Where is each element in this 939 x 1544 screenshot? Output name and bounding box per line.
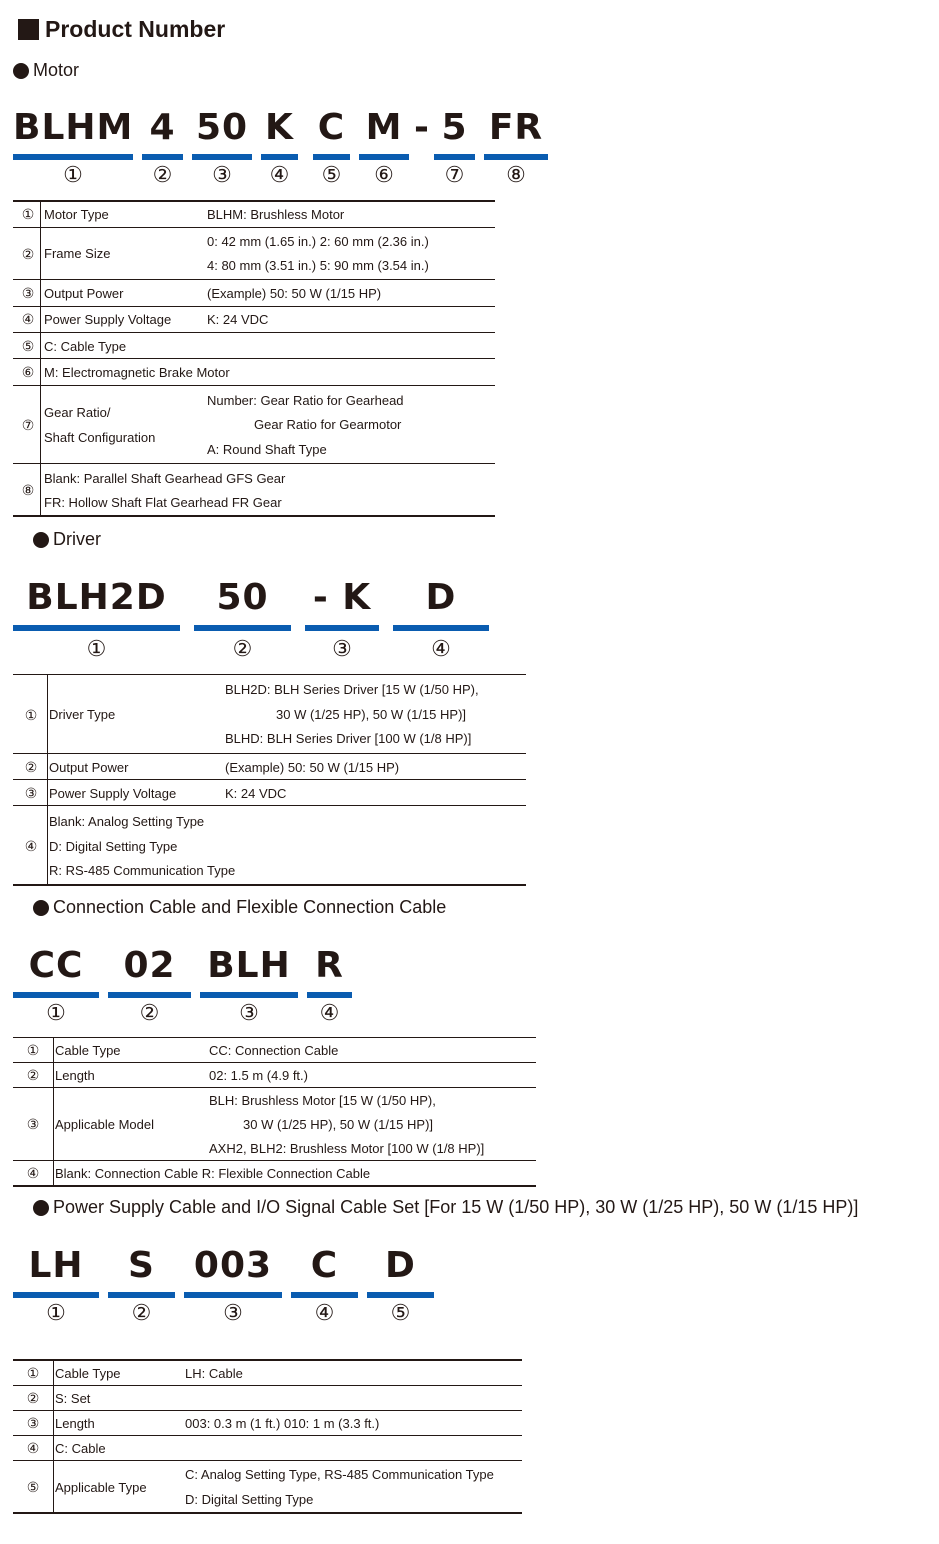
code-segment: C bbox=[317, 107, 346, 148]
row-number: ⑧ bbox=[21, 482, 35, 498]
row-value: K: 24 VDC bbox=[225, 786, 287, 801]
code-underline bbox=[261, 154, 298, 160]
row-value: LH: Cable bbox=[185, 1366, 243, 1381]
code-underline bbox=[13, 1292, 99, 1298]
row-label: Power Supply Voltage bbox=[44, 312, 172, 327]
table-rule bbox=[13, 1062, 536, 1063]
table-rule bbox=[13, 463, 495, 464]
row-label: Shaft Configuration bbox=[44, 430, 156, 445]
code-number: ① bbox=[63, 162, 83, 187]
code-segment: 50 bbox=[195, 107, 249, 148]
code-number: ④ bbox=[319, 1000, 340, 1025]
row-number: ① bbox=[21, 206, 35, 222]
row-label: C: Cable bbox=[55, 1441, 106, 1456]
row-number: ② bbox=[21, 246, 35, 262]
table-rule bbox=[13, 1460, 522, 1461]
code-segment: 5 bbox=[441, 107, 468, 148]
code-underline bbox=[142, 154, 183, 160]
code-underline bbox=[393, 625, 489, 631]
code-underline bbox=[108, 1292, 175, 1298]
code-underline bbox=[184, 1292, 282, 1298]
table-rule bbox=[13, 227, 495, 228]
code-number: ⑥ bbox=[374, 162, 394, 187]
code-underline bbox=[13, 992, 99, 998]
row-number: ⑤ bbox=[26, 1479, 40, 1495]
row-value: BLHM: Brushless Motor bbox=[207, 207, 345, 222]
code-underline bbox=[108, 992, 191, 998]
table-border bbox=[13, 1359, 522, 1361]
code-number: ⑦ bbox=[444, 162, 465, 187]
code-underline bbox=[200, 992, 298, 998]
code-segment: 50 bbox=[216, 577, 269, 618]
table-rule bbox=[13, 306, 495, 307]
table-rule bbox=[13, 805, 526, 806]
row-value: AXH2, BLH2: Brushless Motor [100 W (1/8 HP)] bbox=[209, 1141, 485, 1156]
table-border bbox=[13, 515, 495, 517]
row-number: ③ bbox=[26, 1116, 40, 1132]
row-label: Output Power bbox=[49, 760, 129, 775]
code-number: ① bbox=[46, 1000, 66, 1025]
row-value: (Example) 50: 50 W (1/15 HP) bbox=[225, 760, 400, 775]
row-label: Cable Type bbox=[55, 1366, 121, 1381]
row-value: BLH: Brushless Motor [15 W (1/50 HP), bbox=[209, 1093, 436, 1108]
table-rule bbox=[13, 1410, 522, 1411]
code-underline bbox=[434, 154, 475, 160]
code-segment: M bbox=[365, 107, 403, 148]
row-number: ① bbox=[26, 1365, 40, 1381]
bullet-icon bbox=[13, 63, 29, 79]
table-rule bbox=[13, 279, 495, 280]
code-underline bbox=[194, 625, 291, 631]
code-number: ⑧ bbox=[506, 162, 526, 187]
row-label: Length bbox=[55, 1416, 95, 1431]
row-value: Number: Gear Ratio for Gearhead bbox=[207, 393, 404, 408]
code-number: ② bbox=[232, 636, 253, 661]
row-number: ④ bbox=[21, 311, 35, 327]
code-number: ③ bbox=[239, 1000, 259, 1025]
code-number: ② bbox=[152, 162, 173, 187]
code-number: ① bbox=[86, 636, 107, 661]
row-value: Gear Ratio for Gearmotor bbox=[254, 417, 402, 432]
code-underline bbox=[313, 154, 350, 160]
row-number: ③ bbox=[24, 785, 38, 801]
code-segment: C bbox=[310, 1245, 339, 1286]
row-value: 003: 0.3 m (1 ft.) 010: 1 m (3.3 ft.) bbox=[185, 1416, 380, 1431]
table-border bbox=[13, 200, 495, 202]
table-rule bbox=[13, 358, 495, 359]
code-underline bbox=[359, 154, 409, 160]
code-segment: 4 bbox=[149, 107, 176, 148]
row-label: Cable Type bbox=[55, 1043, 121, 1058]
bullet-icon bbox=[33, 1200, 49, 1216]
code-number: ① bbox=[46, 1300, 66, 1325]
table-rule bbox=[13, 385, 495, 386]
code-underline bbox=[484, 154, 548, 160]
row-value: C: Analog Setting Type, RS-485 Communication Type bbox=[185, 1467, 494, 1482]
code-segment: BLHM bbox=[13, 107, 134, 148]
code-number: ④ bbox=[431, 636, 451, 661]
section-heading-driver bbox=[33, 529, 101, 550]
code-number: ③ bbox=[223, 1300, 243, 1325]
row-label: Driver Type bbox=[49, 707, 116, 722]
row-number: ② bbox=[26, 1067, 40, 1083]
code-underline bbox=[367, 1292, 434, 1298]
code-underline bbox=[13, 154, 133, 160]
row-number: ① bbox=[24, 707, 38, 723]
row-label: Power Supply Voltage bbox=[49, 786, 177, 801]
row-value: 30 W (1/25 HP), 50 W (1/15 HP)] bbox=[243, 1117, 434, 1132]
table-divider bbox=[47, 675, 48, 885]
code-segment: BLH bbox=[207, 945, 291, 986]
row-label: C: Cable Type bbox=[44, 339, 127, 354]
table-rule bbox=[13, 1160, 536, 1161]
row-value: 30 W (1/25 HP), 50 W (1/15 HP)] bbox=[276, 707, 467, 722]
row-value: 02: 1.5 m (4.9 ft.) bbox=[209, 1068, 308, 1083]
code-underline bbox=[192, 154, 252, 160]
code-underline bbox=[13, 625, 180, 631]
table-rule bbox=[13, 779, 526, 780]
table-border bbox=[13, 884, 526, 886]
section-heading-text: Driver bbox=[53, 529, 101, 549]
row-number: ⑦ bbox=[21, 417, 35, 433]
row-value: 0: 42 mm (1.65 in.) 2: 60 mm (2.36 in.) bbox=[207, 234, 429, 249]
section-heading-text: Power Supply Cable and I/O Signal Cable Set [For 15 W (1/50 HP), 30 W (1/25 HP), 50 W (1/15 HP)] bbox=[53, 1197, 859, 1217]
row-label: Frame Size bbox=[44, 246, 111, 261]
table-rule bbox=[13, 1435, 522, 1436]
row-number: ② bbox=[24, 759, 38, 775]
row-value: Blank: Parallel Shaft Gearhead GFS Gear bbox=[44, 471, 286, 486]
code-number: ④ bbox=[269, 162, 290, 187]
row-label: M: Electromagnetic Brake Motor bbox=[44, 365, 230, 380]
section-heading-power-supply-cable bbox=[33, 1197, 858, 1218]
code-number: ③ bbox=[212, 162, 232, 187]
row-value: D: Digital Setting Type bbox=[185, 1492, 314, 1507]
row-number: ① bbox=[26, 1042, 40, 1058]
table-rule bbox=[13, 1385, 522, 1386]
row-label: Gear Ratio/ bbox=[44, 405, 111, 420]
table-rule bbox=[13, 1087, 536, 1088]
code-segment: CC bbox=[28, 945, 84, 986]
code-hyphen: - bbox=[414, 107, 430, 148]
code-underline bbox=[307, 992, 352, 998]
code-number: ③ bbox=[332, 636, 352, 661]
row-label: Length bbox=[55, 1068, 95, 1083]
table-rule bbox=[13, 753, 526, 754]
page-title bbox=[18, 16, 225, 43]
row-label: Output Power bbox=[44, 286, 124, 301]
code-segment: FR bbox=[488, 107, 544, 148]
table-border bbox=[13, 1185, 536, 1187]
row-value: R: RS-485 Communication Type bbox=[49, 863, 236, 878]
row-label: Blank: Connection Cable R: Flexible Connection Cable bbox=[55, 1166, 371, 1181]
row-label: Motor Type bbox=[44, 207, 109, 222]
section-heading-text: Motor bbox=[33, 60, 80, 80]
table-border bbox=[13, 1037, 536, 1038]
code-segment: 003 bbox=[193, 1245, 273, 1286]
row-value: K: 24 VDC bbox=[207, 312, 269, 327]
code-segment: D bbox=[385, 1245, 416, 1286]
code-number: ④ bbox=[314, 1300, 335, 1325]
code-underline bbox=[291, 1292, 358, 1298]
row-value: FR: Hollow Shaft Flat Gearhead FR Gear bbox=[44, 495, 282, 510]
row-number: ⑤ bbox=[21, 338, 35, 354]
row-value: CC: Connection Cable bbox=[209, 1043, 339, 1058]
row-number: ⑥ bbox=[21, 364, 35, 380]
table-border bbox=[13, 674, 526, 675]
row-number: ④ bbox=[24, 838, 38, 854]
row-number: ③ bbox=[21, 285, 35, 301]
row-value: Blank: Analog Setting Type bbox=[49, 814, 205, 829]
row-value: 4: 80 mm (3.51 in.) 5: 90 mm (3.54 in.) bbox=[207, 258, 429, 273]
row-label: S: Set bbox=[55, 1391, 91, 1406]
table-divider bbox=[53, 1361, 54, 1513]
code-segment: LH bbox=[28, 1245, 84, 1286]
section-heading-motor bbox=[13, 60, 79, 81]
code-number: ⑤ bbox=[321, 162, 342, 187]
row-number: ④ bbox=[26, 1165, 40, 1181]
section-heading-text: Connection Cable and Flexible Connection Cable bbox=[53, 897, 447, 917]
row-value: BLHD: BLH Series Driver [100 W (1/8 HP)] bbox=[225, 731, 472, 746]
row-value: BLH2D: BLH Series Driver [15 W (1/50 HP), bbox=[225, 682, 479, 697]
bullet-icon bbox=[33, 900, 49, 916]
bullet-icon bbox=[33, 532, 49, 548]
row-value: D: Digital Setting Type bbox=[49, 839, 178, 854]
code-segment: BLH2D bbox=[26, 577, 167, 618]
code-segment: - K bbox=[312, 577, 372, 618]
table-divider bbox=[53, 1038, 54, 1186]
code-segment: R bbox=[315, 945, 344, 986]
page-title-text: Product Number bbox=[45, 16, 226, 42]
row-label: Applicable Model bbox=[55, 1117, 155, 1132]
code-number: ② bbox=[131, 1300, 152, 1325]
code-number: ⑤ bbox=[390, 1300, 411, 1325]
row-label: Applicable Type bbox=[55, 1480, 147, 1495]
code-segment: S bbox=[128, 1245, 155, 1286]
row-number: ④ bbox=[26, 1440, 40, 1456]
code-segment: 02 bbox=[123, 945, 176, 986]
code-segment: D bbox=[425, 577, 457, 618]
code-underline bbox=[305, 625, 379, 631]
code-segment: K bbox=[265, 107, 294, 148]
row-number: ② bbox=[26, 1390, 40, 1406]
row-value: A: Round Shaft Type bbox=[207, 442, 327, 457]
square-bullet-icon bbox=[18, 19, 39, 40]
row-number: ③ bbox=[26, 1415, 40, 1431]
row-value: (Example) 50: 50 W (1/15 HP) bbox=[207, 286, 382, 301]
table-rule bbox=[13, 332, 495, 333]
table-border bbox=[13, 1512, 522, 1514]
section-heading-connection-cable bbox=[33, 897, 446, 918]
code-number: ② bbox=[139, 1000, 160, 1025]
